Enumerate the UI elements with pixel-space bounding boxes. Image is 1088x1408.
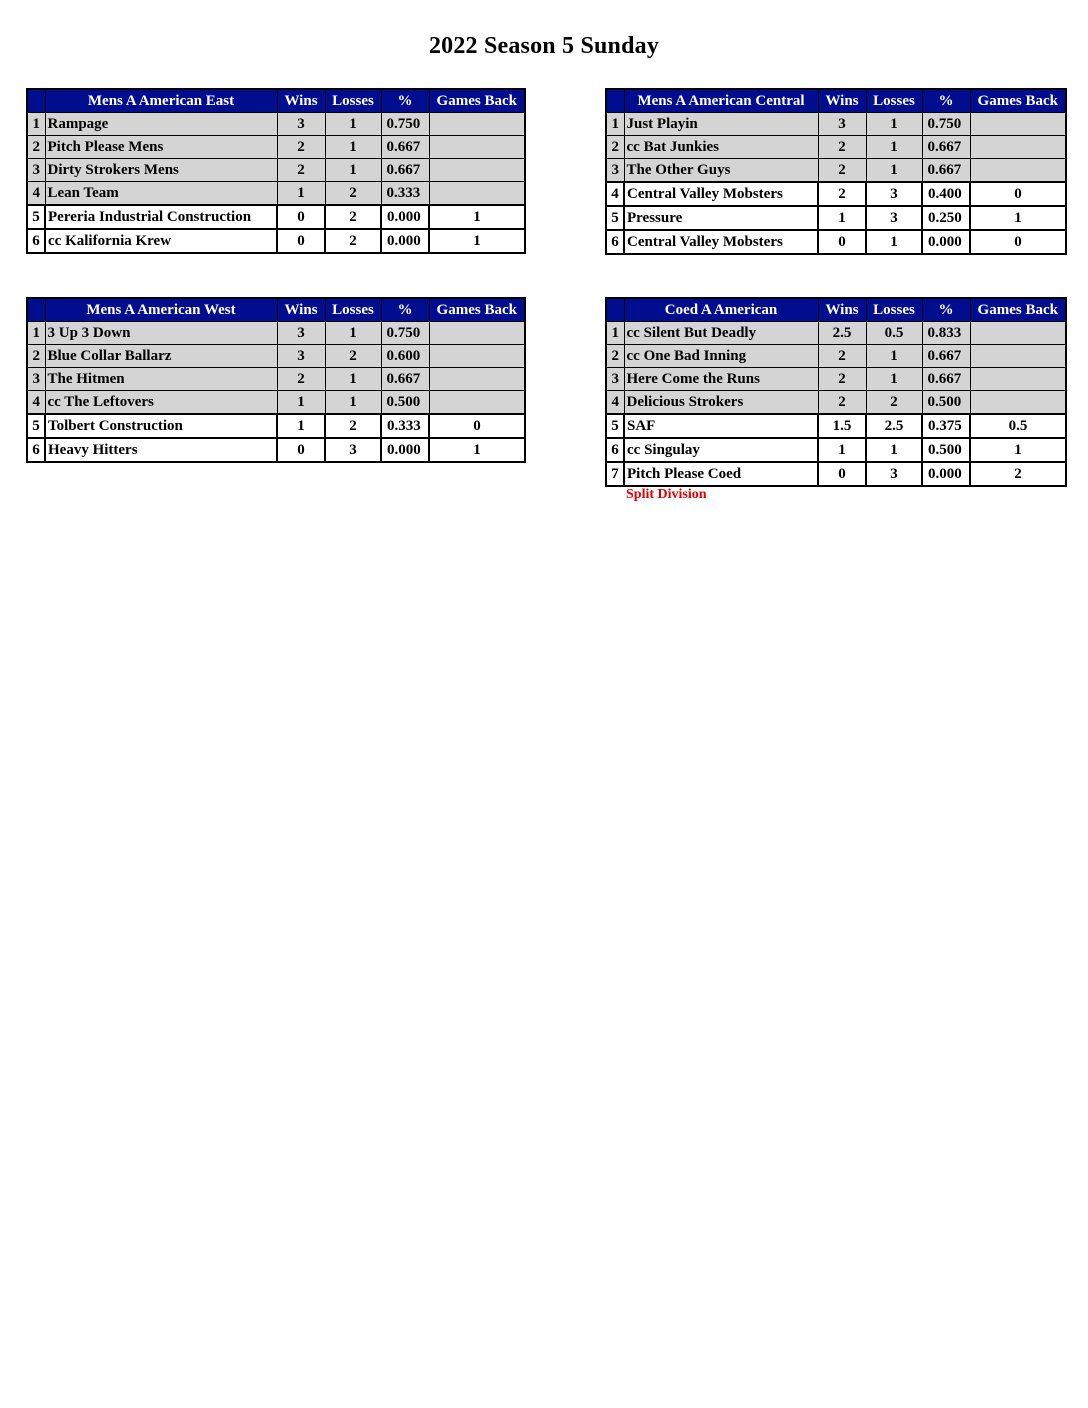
rank-header [27,298,45,322]
games-back-cell [429,368,525,391]
table-row [27,136,525,159]
team-name: Blue Collar Ballarz [45,345,277,368]
pct-cell: 0.667 [922,136,970,159]
wins-cell: 0 [818,230,866,254]
rank-cell: 4 [27,182,45,206]
division-name: Mens A American West [45,298,277,322]
pct-cell: 0.000 [381,229,429,253]
header-row [606,298,1066,322]
table-row [606,462,1066,486]
rank-header [606,89,624,113]
team-name: The Hitmen [45,368,277,391]
team-name: 3 Up 3 Down [45,322,277,345]
wins-cell: 0 [818,462,866,486]
rank-cell: 2 [606,136,624,159]
wins-cell: 1 [277,414,325,438]
losses-cell: 3 [325,438,381,462]
rank-cell: 3 [27,159,45,182]
team-name: Just Playin [624,113,818,136]
team-name: cc The Leftovers [45,391,277,415]
rank-cell: 6 [606,230,624,254]
losses-cell: 1 [866,368,922,391]
team-name: Pitch Please Coed [624,462,818,486]
rank-cell: 5 [606,414,624,438]
table-row [27,229,525,253]
pct-cell: 0.500 [381,391,429,415]
wins-cell: 2 [818,159,866,183]
wins-cell: 3 [818,113,866,136]
rank-cell: 2 [606,345,624,368]
standings-table-coed-a-american [605,297,1067,487]
pct-cell: 0.750 [922,113,970,136]
standings-table-mens-a-american-east [26,88,526,254]
games-back-header: Games Back [970,89,1066,113]
table-row [606,368,1066,391]
table-row [27,159,525,182]
table-row [606,136,1066,159]
table-row [606,206,1066,230]
wins-header: Wins [818,89,866,113]
games-back-cell: 1 [970,438,1066,462]
rank-header [606,298,624,322]
header-row [606,89,1066,113]
rank-cell: 5 [27,205,45,229]
pct-cell: 0.833 [922,322,970,345]
rank-cell: 7 [606,462,624,486]
rank-cell: 2 [27,345,45,368]
team-name: cc Silent But Deadly [624,322,818,345]
table-row [606,414,1066,438]
pct-header: % [922,298,970,322]
pct-cell: 0.667 [922,345,970,368]
pct-cell: 0.667 [381,368,429,391]
wins-header: Wins [818,298,866,322]
losses-cell: 1 [325,159,381,182]
header-row [27,89,525,113]
division-name: Mens A American Central [624,89,818,113]
games-back-cell [429,182,525,206]
table-row [27,345,525,368]
table-row [606,159,1066,183]
pct-header: % [381,89,429,113]
pct-cell: 0.400 [922,182,970,206]
table-row [27,322,525,345]
games-back-cell [970,113,1066,136]
games-back-header: Games Back [429,298,525,322]
team-name: cc Singulay [624,438,818,462]
table-row [606,230,1066,254]
losses-cell: 2 [325,182,381,206]
rank-cell: 1 [27,322,45,345]
games-back-cell: 1 [970,206,1066,230]
losses-cell: 1 [325,113,381,136]
pct-cell: 0.667 [922,368,970,391]
games-back-cell: 1 [429,438,525,462]
losses-cell: 1 [866,438,922,462]
team-name: Delicious Strokers [624,391,818,415]
rank-cell: 6 [27,229,45,253]
games-back-header: Games Back [970,298,1066,322]
wins-cell: 2 [818,368,866,391]
pct-cell: 0.333 [381,414,429,438]
losses-cell: 1 [866,345,922,368]
rank-cell: 5 [27,414,45,438]
losses-cell: 1 [325,391,381,415]
table-row [606,438,1066,462]
rank-cell: 6 [27,438,45,462]
pct-cell: 0.250 [922,206,970,230]
team-name: Central Valley Mobsters [624,230,818,254]
team-name: Dirty Strokers Mens [45,159,277,182]
games-back-cell: 1 [429,229,525,253]
losses-cell: 1 [866,113,922,136]
rank-cell: 1 [606,113,624,136]
split-division-note: Split Division [626,487,707,502]
wins-cell: 1 [818,206,866,230]
table-row [27,414,525,438]
wins-cell: 3 [277,322,325,345]
division-name: Mens A American East [45,89,277,113]
pct-cell: 0.750 [381,113,429,136]
rank-cell: 3 [27,368,45,391]
table-row [27,205,525,229]
table-row [606,322,1066,345]
games-back-header: Games Back [429,89,525,113]
losses-cell: 1 [325,322,381,345]
table-row [27,391,525,415]
games-back-cell [970,136,1066,159]
games-back-cell [970,368,1066,391]
games-back-cell [429,345,525,368]
pct-header: % [922,89,970,113]
wins-cell: 2 [818,182,866,206]
games-back-cell: 0.5 [970,414,1066,438]
table-row [606,182,1066,206]
rank-cell: 3 [606,368,624,391]
games-back-cell: 2 [970,462,1066,486]
rank-cell: 5 [606,206,624,230]
page-title: 2022 Season 5 Sunday [428,33,660,59]
losses-header: Losses [866,298,922,322]
losses-cell: 2 [866,391,922,415]
table-row [606,345,1066,368]
pct-cell: 0.000 [381,438,429,462]
games-back-cell [429,136,525,159]
team-name: SAF [624,414,818,438]
games-back-cell [970,345,1066,368]
losses-cell: 1 [325,136,381,159]
rank-cell: 3 [606,159,624,183]
pct-cell: 0.375 [922,414,970,438]
games-back-cell [970,322,1066,345]
wins-header: Wins [277,89,325,113]
standings-table-mens-a-american-central [605,88,1067,255]
wins-cell: 2 [818,136,866,159]
table-row [27,113,525,136]
rank-cell: 4 [27,391,45,415]
wins-cell: 2.5 [818,322,866,345]
rank-cell: 2 [27,136,45,159]
losses-cell: 2 [325,414,381,438]
wins-cell: 1 [818,438,866,462]
team-name: Lean Team [45,182,277,206]
standings-table-mens-a-american-west [26,297,526,463]
losses-cell: 1 [866,159,922,183]
games-back-cell: 0 [970,182,1066,206]
header-row [27,298,525,322]
games-back-cell [970,159,1066,183]
pct-cell: 0.667 [381,159,429,182]
losses-cell: 1 [866,136,922,159]
pct-cell: 0.667 [922,159,970,183]
team-name: cc Kalifornia Krew [45,229,277,253]
pct-cell: 0.000 [922,462,970,486]
pct-cell: 0.500 [922,391,970,415]
team-name: Pitch Please Mens [45,136,277,159]
team-name: cc Bat Junkies [624,136,818,159]
games-back-cell: 1 [429,205,525,229]
games-back-cell [970,391,1066,415]
team-name: Here Come the Runs [624,368,818,391]
team-name: Heavy Hitters [45,438,277,462]
rank-header [27,89,45,113]
losses-cell: 2 [325,229,381,253]
wins-cell: 2 [818,345,866,368]
losses-cell: 3 [866,182,922,206]
team-name: Tolbert Construction [45,414,277,438]
rank-cell: 1 [606,322,624,345]
pct-cell: 0.500 [922,438,970,462]
team-name: Rampage [45,113,277,136]
wins-cell: 1 [277,182,325,206]
losses-cell: 1 [325,368,381,391]
games-back-cell: 0 [970,230,1066,254]
pct-cell: 0.667 [381,136,429,159]
losses-cell: 3 [866,462,922,486]
losses-cell: 2 [325,205,381,229]
table-row [27,182,525,206]
team-name: Pereria Industrial Construction [45,205,277,229]
table-row [27,438,525,462]
team-name: Central Valley Mobsters [624,182,818,206]
team-name: Pressure [624,206,818,230]
losses-header: Losses [325,298,381,322]
wins-cell: 2 [277,368,325,391]
wins-cell: 3 [277,113,325,136]
losses-cell: 3 [866,206,922,230]
rank-cell: 6 [606,438,624,462]
games-back-cell [429,391,525,415]
losses-cell: 2 [325,345,381,368]
table-row [27,368,525,391]
team-name: The Other Guys [624,159,818,183]
games-back-cell [429,322,525,345]
team-name: cc One Bad Inning [624,345,818,368]
pct-header: % [381,298,429,322]
pct-cell: 0.333 [381,182,429,206]
wins-header: Wins [277,298,325,322]
wins-cell: 0 [277,438,325,462]
wins-cell: 2 [277,159,325,182]
table-row [606,391,1066,415]
wins-cell: 3 [277,345,325,368]
pct-cell: 0.000 [922,230,970,254]
pct-cell: 0.000 [381,205,429,229]
losses-cell: 1 [866,230,922,254]
losses-cell: 2.5 [866,414,922,438]
pct-cell: 0.600 [381,345,429,368]
games-back-cell [429,159,525,182]
losses-cell: 0.5 [866,322,922,345]
pct-cell: 0.750 [381,322,429,345]
wins-cell: 1.5 [818,414,866,438]
wins-cell: 1 [277,391,325,415]
division-name: Coed A American [624,298,818,322]
wins-cell: 0 [277,205,325,229]
losses-header: Losses [866,89,922,113]
table-row [606,113,1066,136]
games-back-cell: 0 [429,414,525,438]
rank-cell: 1 [27,113,45,136]
wins-cell: 0 [277,229,325,253]
wins-cell: 2 [277,136,325,159]
rank-cell: 4 [606,182,624,206]
wins-cell: 2 [818,391,866,415]
rank-cell: 4 [606,391,624,415]
losses-header: Losses [325,89,381,113]
games-back-cell [429,113,525,136]
